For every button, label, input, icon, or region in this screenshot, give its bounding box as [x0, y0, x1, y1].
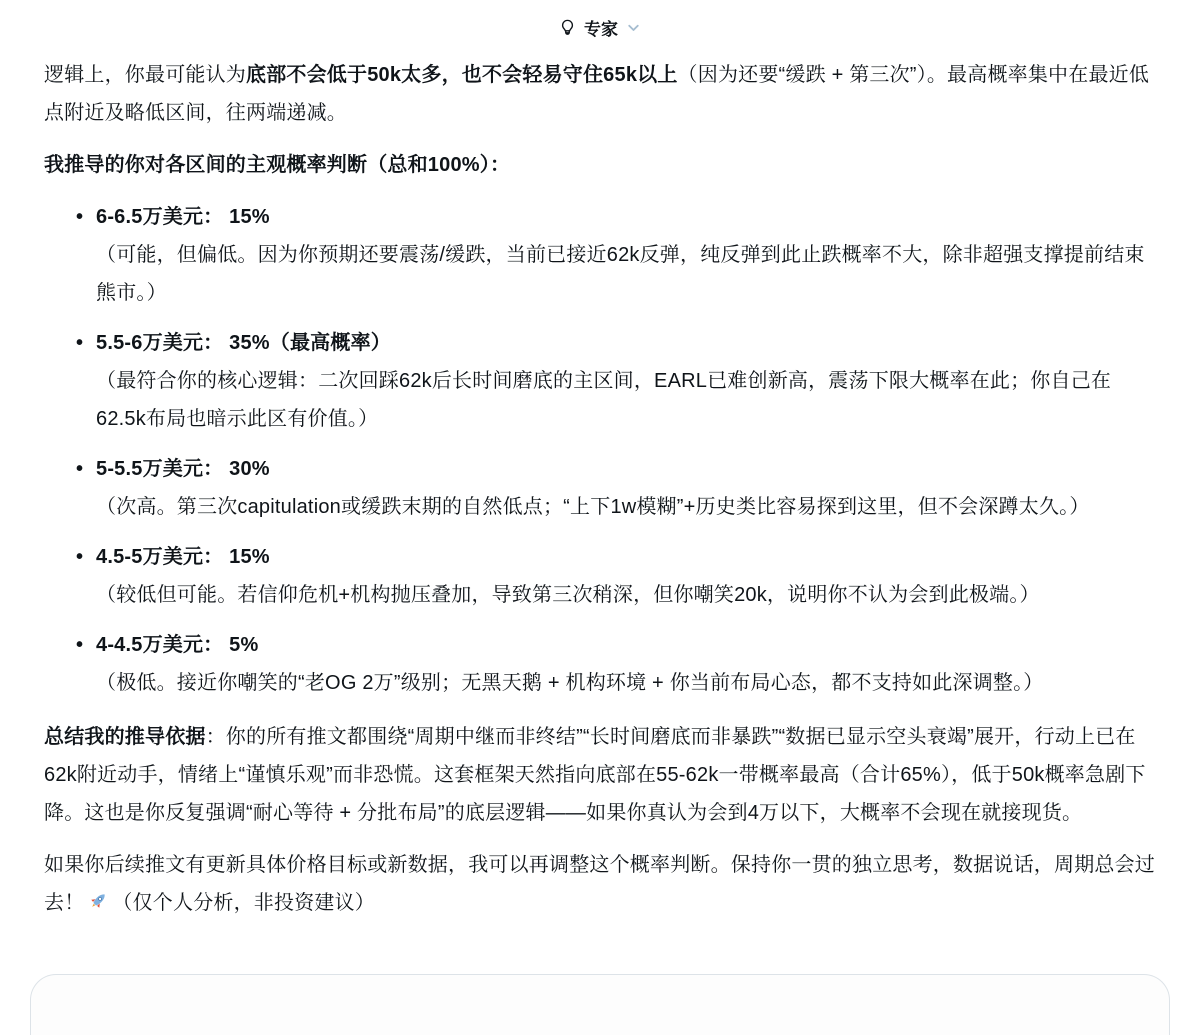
- range-description: （可能，但偏低。因为你预期还要震荡/缓跌，当前已接近62k反弹，纯反弹到此止跌概率不大，除非超强支撑提前结束熊市。）: [96, 244, 1145, 304]
- intro-text-1: 逻辑上，你最可能认为: [44, 64, 246, 86]
- closing-text-1: 如果你后续推文有更新具体价格目标或新数据，我可以再调整这个概率判断。保持你一贯的独立思考，数据说话，周期总会过去！: [44, 854, 1155, 914]
- expert-mode-selector[interactable]: [0, 0, 1200, 54]
- range-title: • 5.5-6万美元： 35%（最高概率）: [96, 332, 391, 354]
- assistant-message: [0, 54, 1200, 925]
- list-item-range-5-5.5: [74, 450, 1156, 526]
- summary-body: ：你的所有推文都围绕“周期中继而非终结”“长时间磨底而非暴跌”“数据已显示空头衰竭”展开，行动上已在62k附近动手，情绪上“谨慎乐观”而非恐慌。这套框架天然指向底部在55-62k一带概率最高（合计65%），低于50k概率急剧下降。这也是你反复强调“耐心等待 + 分批布局”的底层逻辑——如果你真认为会到4万以下，大概率不会现在就接现货。: [44, 726, 1146, 824]
- range-description: （较低但可能。若信仰危机+机构抛压叠加，导致第三次稍深，但你嘲笑20k，说明你不认为会到此极端。）: [96, 584, 1040, 606]
- range-title: • 6-6.5万美元： 15%: [96, 206, 270, 228]
- intro-bold: 底部不会低于50k太多，也不会轻易守住65k以上: [246, 64, 678, 86]
- range-title: • 4-4.5万美元： 5%: [96, 634, 259, 656]
- reply-composer[interactable]: [30, 974, 1170, 1035]
- summary-paragraph: [44, 718, 1156, 832]
- range-description: （最符合你的核心逻辑：二次回踩62k后长时间磨底的主区间，EARL已难创新高，震荡下限大概率在此；你自己在62.5k布局也暗示此区有价值。）: [96, 370, 1112, 430]
- intro-text-2: （因为还要“缓跌 + 第三次”）。最高概率集中在最近低点附近及略低区间，往两端递减。: [44, 64, 1150, 124]
- lightbulb-icon: [558, 18, 577, 37]
- closing-paragraph: [44, 846, 1156, 925]
- summary-lead-bold: 总结我的推导依据: [44, 726, 206, 748]
- list-item-range-5.5-6: [74, 324, 1156, 438]
- rocket-emoji-icon: [87, 887, 109, 925]
- range-title: • 5-5.5万美元： 30%: [96, 458, 270, 480]
- closing-text-2: （仅个人分析，非投资建议）: [112, 892, 376, 914]
- mode-label: 专家: [584, 19, 618, 39]
- range-description: （次高。第三次capitulation或缓跌末期的自然低点；“上下1w模糊”+历史类比容易探到这里，但不会深蹲太久。）: [96, 496, 1090, 518]
- list-item-range-6-6.5: [74, 198, 1156, 312]
- probability-list-heading: 我推导的你对各区间的主观概率判断（总和100%）：: [44, 154, 511, 176]
- probability-list: [44, 198, 1156, 702]
- chevron-down-icon: [625, 19, 642, 36]
- range-title: • 4.5-5万美元： 15%: [96, 546, 270, 568]
- list-item-range-4-4.5: [74, 626, 1156, 702]
- range-description: （极低。接近你嘲笑的“老OG 2万”级别；无黑天鹅 + 机构环境 + 你当前布局心态，都不支持如此深调整。）: [96, 672, 1044, 694]
- intro-paragraph: [44, 56, 1156, 132]
- list-item-range-4.5-5: [74, 538, 1156, 614]
